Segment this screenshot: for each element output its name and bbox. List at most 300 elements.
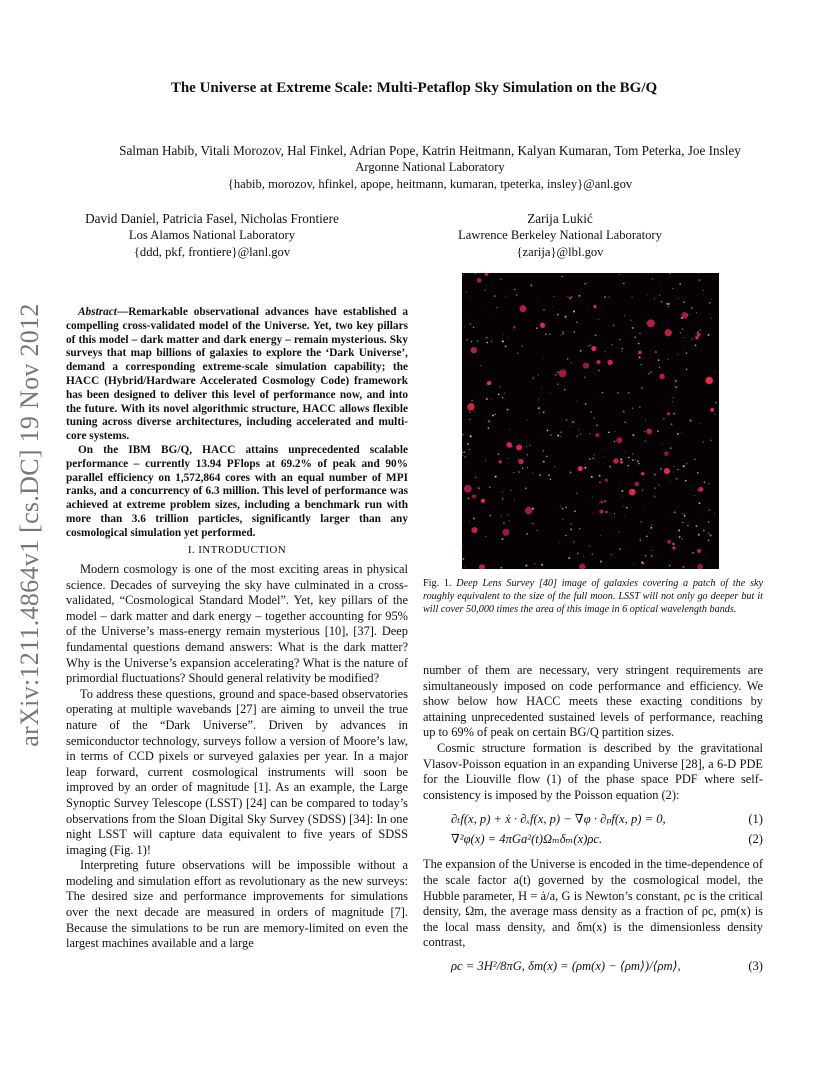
faint-galaxy — [634, 336, 636, 338]
equation-3 — [423, 957, 763, 977]
faint-galaxy — [562, 508, 564, 510]
faint-galaxy — [503, 334, 504, 335]
red-star — [616, 437, 622, 443]
faint-galaxy — [677, 298, 678, 299]
red-star — [697, 564, 703, 569]
faint-galaxy — [641, 364, 642, 365]
faint-galaxy — [486, 398, 488, 400]
affiliation-lanl: Los Alamos National Laboratory — [128, 228, 296, 242]
faint-galaxy — [514, 289, 515, 290]
faint-galaxy — [516, 294, 517, 295]
figure-caption — [423, 578, 763, 616]
faint-galaxy — [543, 411, 545, 413]
faint-galaxy — [570, 426, 571, 427]
faint-galaxy — [514, 472, 515, 473]
faint-galaxy — [536, 567, 537, 568]
faint-galaxy — [679, 332, 681, 334]
faint-galaxy — [561, 276, 562, 277]
red-star — [613, 458, 618, 463]
faint-galaxy — [642, 325, 643, 326]
faint-galaxy — [622, 467, 623, 468]
faint-galaxy — [509, 430, 510, 431]
faint-galaxy — [708, 483, 710, 485]
faint-galaxy — [499, 386, 500, 387]
red-star — [698, 487, 703, 492]
red-star — [485, 273, 489, 276]
red-star — [667, 412, 670, 415]
faint-galaxy — [485, 460, 486, 461]
faint-galaxy — [672, 401, 673, 402]
faint-galaxy — [565, 506, 567, 508]
faint-galaxy — [651, 524, 652, 525]
faint-galaxy — [468, 498, 470, 500]
faint-galaxy — [611, 344, 612, 345]
red-star — [516, 445, 522, 451]
faint-galaxy — [648, 373, 650, 375]
faint-galaxy — [659, 555, 660, 556]
faint-galaxy — [486, 337, 488, 339]
faint-galaxy — [613, 324, 615, 326]
faint-galaxy — [683, 337, 684, 338]
red-star — [467, 403, 474, 410]
faint-galaxy — [584, 377, 586, 379]
faint-galaxy — [462, 434, 463, 435]
faint-galaxy — [630, 319, 632, 321]
faint-galaxy — [500, 278, 502, 280]
red-star — [620, 460, 623, 463]
faint-galaxy — [495, 476, 497, 478]
faint-galaxy — [638, 463, 640, 465]
faint-galaxy — [660, 468, 662, 470]
faint-galaxy — [538, 433, 539, 434]
faint-galaxy — [638, 342, 640, 344]
authors-lanl: David Daniel, Patricia Fasel, Nicholas Frontiere — [85, 211, 339, 226]
faint-galaxy — [619, 274, 620, 275]
faint-galaxy — [666, 518, 667, 519]
affiliation-anl: Argonne National Laboratory — [355, 160, 505, 174]
faint-galaxy — [621, 348, 623, 350]
faint-galaxy — [549, 333, 551, 335]
faint-galaxy — [592, 458, 593, 459]
faint-galaxy — [613, 534, 614, 535]
red-star — [659, 374, 665, 380]
faint-galaxy — [677, 469, 679, 471]
faint-galaxy — [464, 456, 466, 458]
faint-galaxy — [710, 562, 711, 563]
faint-galaxy — [694, 495, 695, 496]
red-star — [499, 460, 502, 463]
faint-galaxy — [591, 553, 593, 555]
faint-galaxy — [535, 563, 536, 564]
author-lbl: Zarija Lukić — [527, 211, 593, 226]
faint-galaxy — [681, 432, 682, 433]
faint-galaxy — [475, 477, 476, 478]
faint-galaxy — [593, 513, 594, 514]
faint-galaxy — [632, 408, 633, 409]
red-star — [595, 433, 599, 437]
faint-galaxy — [686, 352, 688, 354]
red-star — [664, 452, 668, 456]
faint-galaxy — [609, 297, 610, 298]
email-lbl: {zarija}@lbl.gov — [516, 245, 604, 259]
faint-galaxy — [667, 358, 669, 360]
faint-galaxy — [471, 400, 473, 402]
faint-galaxy — [560, 431, 562, 433]
faint-galaxy — [624, 421, 625, 422]
faint-galaxy — [469, 449, 470, 450]
faint-galaxy — [699, 279, 701, 281]
faint-galaxy — [621, 490, 623, 492]
faint-galaxy — [588, 345, 590, 347]
faint-galaxy — [573, 311, 575, 313]
faint-galaxy — [679, 536, 681, 538]
faint-galaxy — [537, 530, 538, 531]
faint-galaxy — [570, 528, 572, 530]
faint-galaxy — [553, 296, 554, 297]
faint-galaxy — [547, 430, 549, 432]
faint-galaxy — [624, 515, 625, 516]
faint-galaxy — [599, 482, 600, 483]
faint-galaxy — [594, 418, 595, 419]
faint-galaxy — [696, 312, 697, 313]
affiliation-lbl: Lawrence Berkeley National Laboratory — [458, 228, 662, 242]
faint-galaxy — [673, 397, 674, 398]
faint-galaxy — [621, 351, 622, 352]
faint-galaxy — [562, 331, 563, 332]
faint-galaxy — [464, 327, 465, 328]
faint-galaxy — [695, 345, 697, 347]
faint-galaxy — [537, 374, 538, 375]
faint-galaxy — [696, 525, 698, 527]
author-block-lbl — [440, 210, 680, 261]
faint-galaxy — [574, 510, 576, 512]
faint-galaxy — [682, 328, 684, 330]
faint-galaxy — [639, 357, 641, 359]
faint-galaxy — [670, 423, 672, 425]
faint-galaxy — [714, 372, 715, 373]
faint-galaxy — [628, 465, 630, 467]
faint-galaxy — [600, 535, 601, 536]
faint-galaxy — [632, 453, 634, 455]
faint-galaxy — [670, 447, 672, 449]
faint-galaxy — [614, 441, 615, 442]
faint-galaxy — [584, 283, 586, 285]
faint-galaxy — [462, 455, 463, 456]
faint-galaxy — [502, 538, 504, 540]
faint-galaxy — [710, 439, 712, 441]
red-star — [664, 468, 670, 474]
red-star — [479, 564, 485, 569]
faint-galaxy — [652, 550, 653, 551]
red-star — [665, 329, 672, 336]
faint-galaxy — [714, 513, 715, 514]
red-star — [481, 499, 485, 503]
faint-galaxy — [465, 567, 466, 568]
faint-galaxy — [545, 334, 547, 336]
faint-galaxy — [506, 409, 508, 411]
faint-galaxy — [609, 466, 611, 468]
faint-galaxy — [550, 479, 551, 480]
faint-galaxy — [560, 505, 562, 507]
faint-galaxy — [469, 419, 470, 420]
galaxy-field-graphic — [462, 273, 719, 569]
faint-galaxy — [654, 298, 655, 299]
faint-galaxy — [650, 371, 652, 373]
faint-galaxy — [496, 307, 497, 308]
red-star — [471, 347, 477, 353]
faint-galaxy — [640, 521, 642, 523]
faint-galaxy — [644, 507, 645, 508]
faint-galaxy — [574, 331, 576, 333]
red-star — [578, 466, 583, 471]
faint-galaxy — [598, 370, 600, 372]
faint-galaxy — [690, 420, 692, 422]
faint-galaxy — [470, 469, 471, 470]
faint-galaxy — [498, 453, 500, 455]
faint-galaxy — [673, 413, 675, 415]
faint-galaxy — [478, 487, 480, 489]
faint-galaxy — [623, 506, 624, 507]
faint-galaxy — [702, 441, 704, 443]
faint-galaxy — [682, 522, 684, 524]
faint-galaxy — [525, 564, 527, 566]
faint-galaxy — [550, 392, 551, 393]
faint-galaxy — [548, 474, 550, 476]
red-star — [641, 472, 644, 475]
faint-galaxy — [658, 359, 660, 361]
faint-galaxy — [467, 443, 469, 445]
faint-galaxy — [641, 562, 643, 564]
faint-galaxy — [471, 313, 472, 314]
faint-galaxy — [505, 346, 507, 348]
red-star — [525, 507, 532, 514]
faint-galaxy — [465, 291, 466, 292]
faint-galaxy — [571, 362, 572, 363]
right-column-body — [423, 663, 763, 977]
faint-galaxy — [462, 558, 464, 560]
right-paragraph-1: number of them are necessary, very stringent requirements are simultaneously imposed on code performance and efficiency. We show below how HACC meets these exacting conditions by attaining unprecedented sustained levels of performance, reaching up to 69% of peak on certain BG/Q partition sizes. — [423, 663, 763, 740]
faint-galaxy — [635, 332, 636, 333]
intro-paragraph-1: Modern cosmology is one of the most exciting areas in physical science. Decades of surveying the sky have culminated in a cross-validated, “Cosmological Standard Model”. Yet, key pillars of the model – dark matter and dark energy – together accounting for 95% of the Universe’s mass-energy remain mysterious [10], [37]. Deep fundamental questions demand answers: What is the dark matter? Why is the Universe’s expansion accelerating? What is the nature of primordial fluctuations? Should general relativity be modified? — [66, 562, 408, 686]
faint-galaxy — [502, 491, 503, 492]
red-star — [540, 323, 545, 328]
faint-galaxy — [606, 511, 608, 513]
faint-galaxy — [683, 465, 685, 467]
faint-galaxy — [679, 537, 680, 538]
faint-galaxy — [699, 512, 700, 513]
faint-galaxy — [693, 552, 694, 553]
faint-galaxy — [684, 344, 685, 345]
faint-galaxy — [522, 345, 523, 346]
faint-galaxy — [623, 411, 625, 413]
faint-galaxy — [502, 340, 504, 342]
faint-galaxy — [557, 371, 559, 373]
section-heading-introduction: I. INTRODUCTION — [187, 544, 287, 556]
faint-galaxy — [641, 387, 643, 389]
faint-galaxy — [672, 288, 673, 289]
faint-galaxy — [530, 284, 532, 286]
red-star — [472, 494, 476, 498]
faint-galaxy — [559, 542, 560, 543]
faint-galaxy — [672, 542, 673, 543]
faint-galaxy — [462, 274, 463, 275]
faint-galaxy — [628, 457, 630, 459]
faint-galaxy — [640, 538, 641, 539]
faint-galaxy — [546, 332, 547, 333]
faint-galaxy — [507, 514, 508, 515]
figure-label: Fig. 1. — [423, 578, 452, 589]
faint-galaxy — [654, 487, 655, 488]
faint-galaxy — [676, 478, 678, 480]
faint-galaxy — [541, 564, 543, 566]
faint-galaxy — [704, 481, 706, 483]
faint-galaxy — [577, 552, 579, 554]
faint-galaxy — [657, 430, 659, 432]
red-star — [487, 381, 491, 385]
faint-galaxy — [661, 301, 663, 303]
faint-galaxy — [488, 427, 490, 429]
faint-galaxy — [584, 467, 586, 469]
red-star — [569, 297, 572, 300]
faint-galaxy — [518, 471, 520, 473]
red-star — [605, 479, 608, 482]
faint-galaxy — [566, 419, 567, 420]
faint-galaxy — [711, 299, 712, 300]
faint-galaxy — [641, 483, 642, 484]
faint-galaxy — [474, 410, 475, 411]
galaxy-survey-image — [462, 273, 719, 569]
faint-galaxy — [509, 520, 510, 521]
faint-galaxy — [591, 476, 593, 478]
red-star — [579, 564, 586, 569]
faint-galaxy — [619, 548, 621, 550]
red-star — [681, 312, 688, 319]
faint-galaxy — [645, 420, 646, 421]
equation-1-number: (1) — [748, 811, 763, 826]
faint-galaxy — [645, 440, 647, 442]
faint-galaxy — [561, 419, 562, 420]
faint-galaxy — [589, 458, 591, 460]
authors-anl: Salman Habib, Vitali Morozov, Hal Finkel, Adrian Pope, Katrin Heitmann, Kalyan Kumaran, Tom Peterka, Joe Insley — [119, 143, 741, 158]
red-star — [667, 540, 671, 544]
faint-galaxy — [595, 334, 597, 336]
faint-galaxy — [646, 536, 648, 538]
abstract — [66, 306, 408, 541]
faint-galaxy — [491, 341, 492, 342]
author-block-anl — [40, 142, 820, 193]
faint-galaxy — [670, 400, 671, 401]
faint-galaxy — [599, 502, 600, 503]
faint-galaxy — [498, 393, 500, 395]
arxiv-stamp-text: arXiv:1211.4864v1 [cs.DC] 19 Nov 2012 — [15, 303, 44, 747]
faint-galaxy — [557, 435, 559, 437]
faint-galaxy — [532, 523, 534, 525]
faint-galaxy — [504, 393, 505, 394]
red-star — [519, 305, 526, 312]
faint-galaxy — [554, 432, 555, 433]
faint-galaxy — [599, 475, 601, 477]
faint-galaxy — [538, 399, 539, 400]
faint-galaxy — [608, 431, 610, 433]
faint-galaxy — [645, 555, 646, 556]
faint-galaxy — [543, 309, 544, 310]
faint-galaxy — [704, 560, 705, 561]
faint-galaxy — [489, 487, 491, 489]
faint-galaxy — [711, 318, 712, 319]
faint-galaxy — [685, 480, 687, 482]
faint-galaxy — [507, 458, 508, 459]
red-star — [675, 380, 678, 383]
abstract-paragraph-2: On the IBM BG/Q, HACC attains unprecedented scalable performance – currently 13.94 PFlops at 69.2% of peak and 90% parallel efficiency on 1,572,864 cores with an equal number of MPI ranks, and a concurrency of 6.3 million. This level of performance was achieved at extreme problem sizes, including a benchmark run with more than 3.6 trillion particles, significantly larger than any cosmological simulation yet performed. — [66, 443, 408, 539]
faint-galaxy — [700, 423, 701, 424]
faint-galaxy — [510, 490, 511, 491]
faint-galaxy — [684, 513, 685, 514]
faint-galaxy — [647, 295, 648, 296]
faint-galaxy — [632, 434, 634, 436]
faint-galaxy — [703, 529, 705, 531]
faint-galaxy — [682, 513, 683, 514]
faint-galaxy — [570, 523, 572, 525]
faint-galaxy — [500, 515, 501, 516]
faint-galaxy — [565, 535, 567, 537]
faint-galaxy — [697, 331, 699, 333]
faint-galaxy — [486, 284, 487, 285]
faint-galaxy — [662, 443, 663, 444]
faint-galaxy — [532, 472, 533, 473]
faint-galaxy — [527, 454, 528, 455]
faint-galaxy — [503, 522, 505, 524]
red-star — [593, 305, 596, 308]
faint-galaxy — [593, 454, 595, 456]
faint-galaxy — [526, 533, 528, 535]
faint-galaxy — [514, 500, 515, 501]
abstract-label: Abstract — [78, 306, 117, 318]
faint-galaxy — [600, 560, 602, 562]
faint-galaxy — [624, 315, 625, 316]
faint-galaxy — [539, 413, 540, 414]
faint-galaxy — [562, 519, 563, 520]
faint-galaxy — [691, 307, 692, 308]
faint-galaxy — [640, 540, 641, 541]
faint-galaxy — [644, 479, 645, 480]
faint-galaxy — [714, 414, 715, 415]
faint-galaxy — [573, 542, 574, 543]
faint-galaxy — [477, 340, 479, 342]
faint-galaxy — [484, 290, 485, 291]
faint-galaxy — [708, 539, 710, 541]
author-block-lanl — [66, 210, 358, 261]
red-star — [629, 489, 636, 496]
faint-galaxy — [515, 440, 516, 441]
faint-galaxy — [525, 487, 527, 489]
faint-galaxy — [494, 318, 495, 319]
faint-galaxy — [605, 351, 606, 352]
faint-galaxy — [566, 318, 567, 319]
red-star — [646, 429, 652, 435]
faint-galaxy — [579, 528, 581, 530]
red-star — [471, 527, 477, 533]
faint-galaxy — [648, 273, 649, 274]
paper-title: The Universe at Extreme Scale: Multi-Petaflop Sky Simulation on the BG/Q — [170, 80, 658, 96]
intro-paragraph-2: To address these questions, ground and space-based observatories operating at multiple wavebands [27] are aiming to unveil the true nature of the “Dark Universe”. Driven by advances in semiconductor technology, surveys follow a version of Moore’s law, in terms of CCD pixels or surveyed galaxies per year. In a major leap forward, current cosmological instruments will soon be improved by an order of magnitude [1]. As an example, the Large Synoptic Survey Telescope (LSST) [24] can be compared to today’s observations from the Sloan Digital Sky Survey (SDSS) [34]: In one night LSST will capture data equivalent to five years of SDSS imaging (Fig. 1)! — [66, 686, 408, 857]
faint-galaxy — [585, 403, 587, 405]
intro-paragraph-3: Interpreting future observations will be impossible without a modeling and simulation effort as revolutionary as the new surveys: The desired size and performance improvements for simulations over the next decade are measured in orders of magnitude [7]. Because the simulations to be run are memory-limited on even the largest machines available and a large — [66, 858, 408, 951]
faint-galaxy — [553, 375, 554, 376]
faint-galaxy — [625, 546, 626, 547]
faint-galaxy — [668, 306, 670, 308]
faint-galaxy — [682, 566, 684, 568]
faint-galaxy — [628, 392, 630, 394]
